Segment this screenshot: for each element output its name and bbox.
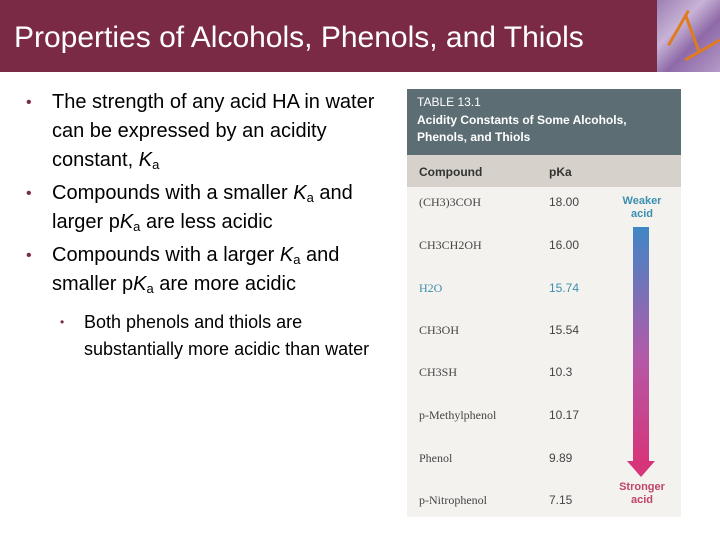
bullet-icon: • xyxy=(26,94,32,111)
stamen-icon xyxy=(684,15,700,54)
bullet-list xyxy=(24,88,384,363)
pka-cell: 18.00 xyxy=(549,195,580,209)
bullet-text: are less acidic xyxy=(140,211,273,233)
italic-k: K xyxy=(293,182,307,204)
table-header xyxy=(407,89,681,155)
bullet-text: are more acidic xyxy=(153,273,296,295)
compound-cell: p-Methylphenol xyxy=(419,408,497,422)
italic-k: K xyxy=(138,149,153,171)
arrow-down-icon xyxy=(627,461,655,477)
subscript-a: a xyxy=(152,157,160,172)
bullet-icon: • xyxy=(26,247,32,264)
italic-k: K xyxy=(119,211,134,233)
bullet-text: Compounds with a larger xyxy=(52,244,280,266)
bullet-text: and larger p xyxy=(52,182,353,233)
compound-cell: Phenol xyxy=(419,451,453,465)
compound-cell: CH3SH xyxy=(419,365,458,379)
bullet-item xyxy=(24,88,384,175)
pka-cell: 15.74 xyxy=(549,281,580,295)
compound-cell: CH3OH xyxy=(419,323,460,337)
bullet-item xyxy=(24,179,384,237)
stronger-acid-label: Stronger acid xyxy=(619,481,665,506)
bullet-text: and smaller p xyxy=(52,244,340,295)
subscript-a: a xyxy=(133,219,141,234)
italic-k: K xyxy=(133,273,147,295)
column-header-compound: Compound xyxy=(419,165,483,179)
compound-cell: p-Nitrophenol xyxy=(419,493,487,507)
sub-bullet-item xyxy=(24,309,384,363)
table-caption xyxy=(417,112,627,146)
title-bar xyxy=(0,0,720,72)
bullet-text: Compounds with a smaller xyxy=(52,182,294,204)
column-header-pka: pKa xyxy=(549,165,572,179)
stamen-icon xyxy=(684,39,720,62)
bullet-item xyxy=(24,241,384,299)
pka-cell: 10.17 xyxy=(549,408,580,422)
subscript-a: a xyxy=(146,281,154,296)
pka-cell: 9.89 xyxy=(549,451,573,465)
pka-cell: 16.00 xyxy=(549,238,580,252)
subscript-a: a xyxy=(293,252,301,267)
sub-bullet-icon: • xyxy=(60,315,65,329)
pka-cell: 15.54 xyxy=(549,323,580,337)
subscript-a: a xyxy=(306,190,314,205)
acidity-arrow xyxy=(633,227,649,461)
bullet-text: The strength of any acid HA in water can be expressed by an acidity constant, xyxy=(52,91,375,171)
compound-cell: CH3CH2OH xyxy=(419,238,482,252)
bullet-icon: • xyxy=(26,185,32,202)
table-number: TABLE 13.1 xyxy=(417,95,481,109)
pka-cell: 10.3 xyxy=(549,365,573,379)
compound-cell: (CH3)3COH xyxy=(419,195,481,209)
saffron-flower-image xyxy=(657,0,720,72)
sub-bullet-text: Both phenols and thiols are substantially more acidic than water xyxy=(84,312,370,359)
table-caption-line: Acidity Constants of Some Alcohols, xyxy=(417,113,627,127)
slide-title: Properties of Alcohols, Phenols, and Thiols xyxy=(14,21,584,54)
table-caption-line: Phenols, and Thiols xyxy=(417,130,531,144)
weaker-acid-label: Weaker acid xyxy=(622,195,662,220)
compound-cell: H2O xyxy=(419,281,443,295)
italic-k: K xyxy=(279,244,294,266)
pka-cell: 7.15 xyxy=(549,493,573,507)
